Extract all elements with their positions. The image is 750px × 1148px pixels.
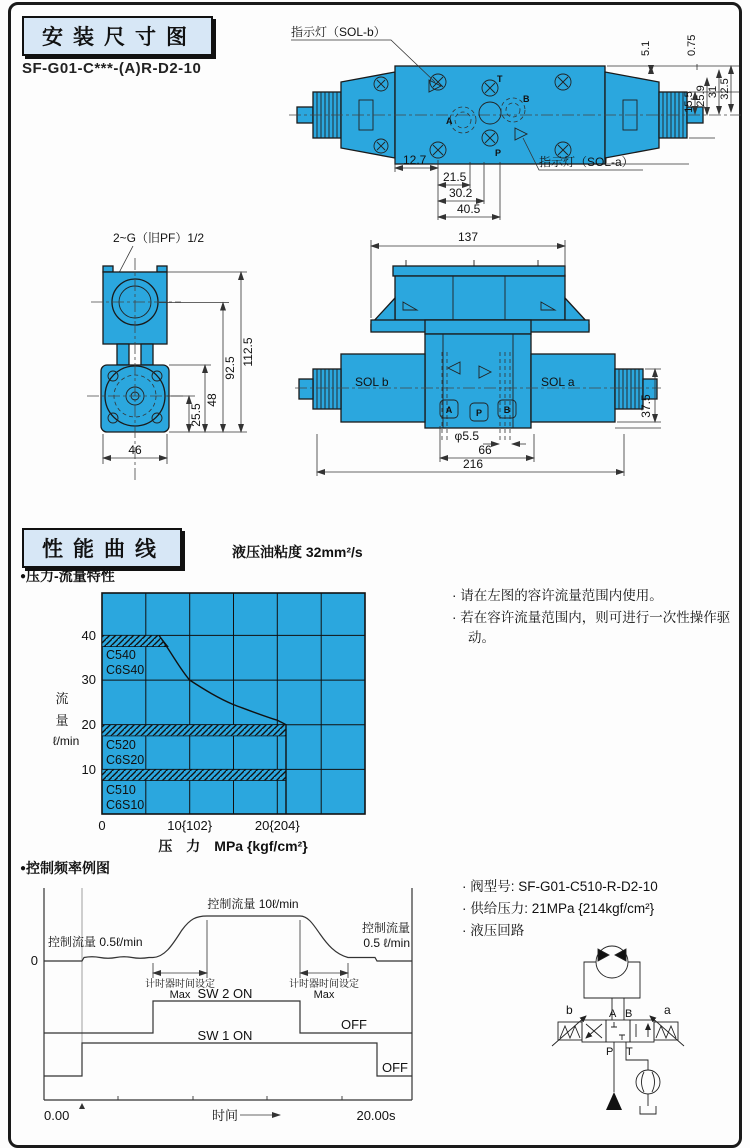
- port-thread-label: 2~G（旧PF）1/2: [113, 231, 205, 245]
- flow-right-label-1: 控制流量: [361, 921, 410, 935]
- viscosity-note: 液压油粘度 32mm²/s: [232, 544, 363, 560]
- sol-a-label: SOL a: [541, 375, 575, 389]
- pq-chart: [40, 585, 460, 860]
- dim-112-5: 112.5: [241, 337, 255, 367]
- end-view-drawing: [55, 228, 300, 486]
- indicator-sol-a-label: 指示灯（SOL-a）: [539, 155, 634, 169]
- ytick-40: 40: [81, 628, 96, 643]
- band2-label-line1: C520: [106, 738, 136, 752]
- hydraulic-circuit: [540, 942, 740, 1147]
- cond1-marker: ·: [462, 879, 467, 894]
- dim-30-2: 30.2: [449, 186, 473, 200]
- hydraulic-motor: [596, 946, 628, 978]
- circuit-port-b: B: [625, 1008, 633, 1020]
- dim-92-5: 92.5: [223, 356, 237, 380]
- model-number: SF-G01-C***-(A)R-D2-10: [22, 60, 202, 77]
- section-title-performance: 性能曲线: [22, 528, 182, 568]
- timer-label-right: 计时器时间设定: [289, 979, 359, 990]
- subtitle-pq-marker: ●: [20, 571, 27, 582]
- dim-21-5: 21.5: [443, 170, 467, 184]
- sw2-on-label: SW 2 ON: [197, 986, 253, 1001]
- port-label-a: A: [446, 116, 453, 126]
- band3-label-line1: C510: [106, 783, 136, 797]
- pressure-source-symbol: [606, 1092, 622, 1110]
- subtitle-pq-text: 压力-流量特性: [26, 568, 115, 584]
- condition-model: [462, 876, 732, 898]
- dim-0-75: 0.75: [686, 34, 698, 56]
- ytick-20: 20: [81, 717, 96, 732]
- ylabel-char1: 流: [55, 691, 69, 706]
- port-label-p: P: [495, 148, 502, 158]
- usage-note-2: [452, 608, 738, 648]
- ylabel-unit: ℓ/min: [52, 734, 80, 748]
- timing-diagram: [14, 880, 460, 1132]
- front-view-drawing: [293, 226, 750, 488]
- time-axis-end: 20.00s: [356, 1108, 396, 1123]
- port-label-b: B: [523, 94, 530, 104]
- condition-circuit: [462, 920, 732, 942]
- dim-32-5: 32.5: [719, 78, 731, 100]
- note1-text: 请在左图的容许流量范围内使用。: [460, 588, 663, 603]
- circuit-port-p: P: [606, 1046, 614, 1058]
- tank-symbol: [640, 1094, 656, 1114]
- ylabel-char2: 量: [55, 713, 69, 728]
- top-view-drawing: [283, 20, 750, 222]
- test-conditions: [462, 876, 732, 942]
- flow-low-label: 控制流量 0.5ℓ/min: [48, 935, 143, 949]
- timer-label-left: 计时器时间设定: [145, 979, 215, 990]
- band3-label-line2: C6S10: [106, 798, 145, 812]
- dim-15-5: 15.5: [683, 91, 695, 113]
- timer-setting-right: [289, 920, 359, 1001]
- front-port-p: P: [475, 408, 483, 418]
- dim-31: 31: [707, 85, 719, 99]
- note2-text: 若在容许流量范围内，则可进行一次性操作驱动。: [460, 610, 731, 645]
- flow-zero-label: 0: [30, 953, 38, 968]
- dim-37-5: 37.5: [639, 394, 653, 418]
- flow-peak-label: 控制流量 10ℓ/min: [207, 897, 299, 911]
- dim-5-1: 5.1: [640, 40, 652, 56]
- flow-meter: [636, 1070, 660, 1094]
- timer-max-right: Max: [313, 989, 335, 1001]
- start-marker: [79, 1103, 85, 1109]
- usage-notes: [452, 586, 738, 650]
- note1-marker: ·: [452, 588, 457, 603]
- ytick-30: 30: [81, 672, 96, 687]
- usage-note-1: [452, 586, 738, 606]
- condition-pressure: [462, 898, 732, 920]
- dim-12-7: 12.7: [403, 153, 427, 167]
- port-label-t: T: [497, 74, 503, 84]
- subtitle-timing: [20, 858, 110, 878]
- x-axis-ticks: [98, 818, 300, 833]
- dim-137: 137: [457, 230, 479, 244]
- dim-216: 216: [462, 457, 484, 471]
- ytick-10: 10: [81, 762, 96, 777]
- y-axis-title: [53, 691, 80, 748]
- xtick-10: 10{102}: [167, 818, 213, 833]
- circuit-sol-a: a: [664, 1003, 671, 1017]
- dim-48: 48: [205, 393, 219, 407]
- sw1-on-label: SW 1 ON: [197, 1028, 253, 1043]
- xtick-0: 0: [98, 818, 106, 833]
- front-port-b: B: [503, 405, 511, 415]
- dim-25-5: 25.5: [189, 403, 203, 427]
- subtitle-pq: [20, 566, 115, 586]
- dim-40-5: 40.5: [457, 202, 481, 216]
- dim-phi-5-5: φ5.5: [454, 429, 479, 443]
- dim-66: 66: [478, 443, 492, 457]
- band1-label-line2: C6S40: [106, 663, 145, 677]
- front-port-a: A: [445, 405, 453, 415]
- subtitle-timing-text: 控制频率例图: [26, 860, 111, 876]
- cond2-text: 供给压力: 21MPa {214kgf/cm²}: [470, 901, 655, 916]
- circuit-port-t: T: [626, 1046, 633, 1058]
- circuit-port-a: A: [609, 1008, 617, 1020]
- sw2-off-label: OFF: [341, 1017, 367, 1032]
- flow-right-label-2: 0.5 ℓ/min: [363, 936, 410, 950]
- cond1-text: 阀型号: SF-G01-C510-R-D2-10: [470, 879, 658, 894]
- sw1-trace: [44, 1043, 412, 1076]
- circuit-sol-b: b: [566, 1003, 573, 1017]
- band1-label-line1: C540: [106, 648, 136, 662]
- sol-b-label: SOL b: [355, 375, 389, 389]
- cond3-text: 液压回路: [470, 923, 525, 938]
- y-axis-ticks: [82, 628, 96, 777]
- directional-valve: [552, 1016, 684, 1046]
- cond2-marker: ·: [462, 901, 467, 916]
- subtitle-timing-marker: ●: [20, 863, 27, 874]
- cond3-marker: ·: [462, 923, 467, 938]
- x-axis-title: 压 力 MPa {kgf/cm²}: [158, 838, 308, 854]
- indicator-sol-b-label: 指示灯（SOL-b）: [291, 25, 386, 39]
- note2-marker: ·: [452, 610, 457, 625]
- section-title-install: 安装尺寸图: [22, 16, 213, 56]
- dim-25-9: 25.9: [695, 85, 707, 107]
- sw1-off-label: OFF: [382, 1060, 408, 1075]
- band2-label-line2: C6S20: [106, 753, 145, 767]
- xtick-20: 20{204}: [254, 818, 300, 833]
- time-axis-title: 时间: [211, 1108, 239, 1123]
- time-axis-start: 0.00: [44, 1108, 70, 1123]
- timer-max-left: Max: [169, 989, 191, 1001]
- dim-46: 46: [128, 443, 142, 457]
